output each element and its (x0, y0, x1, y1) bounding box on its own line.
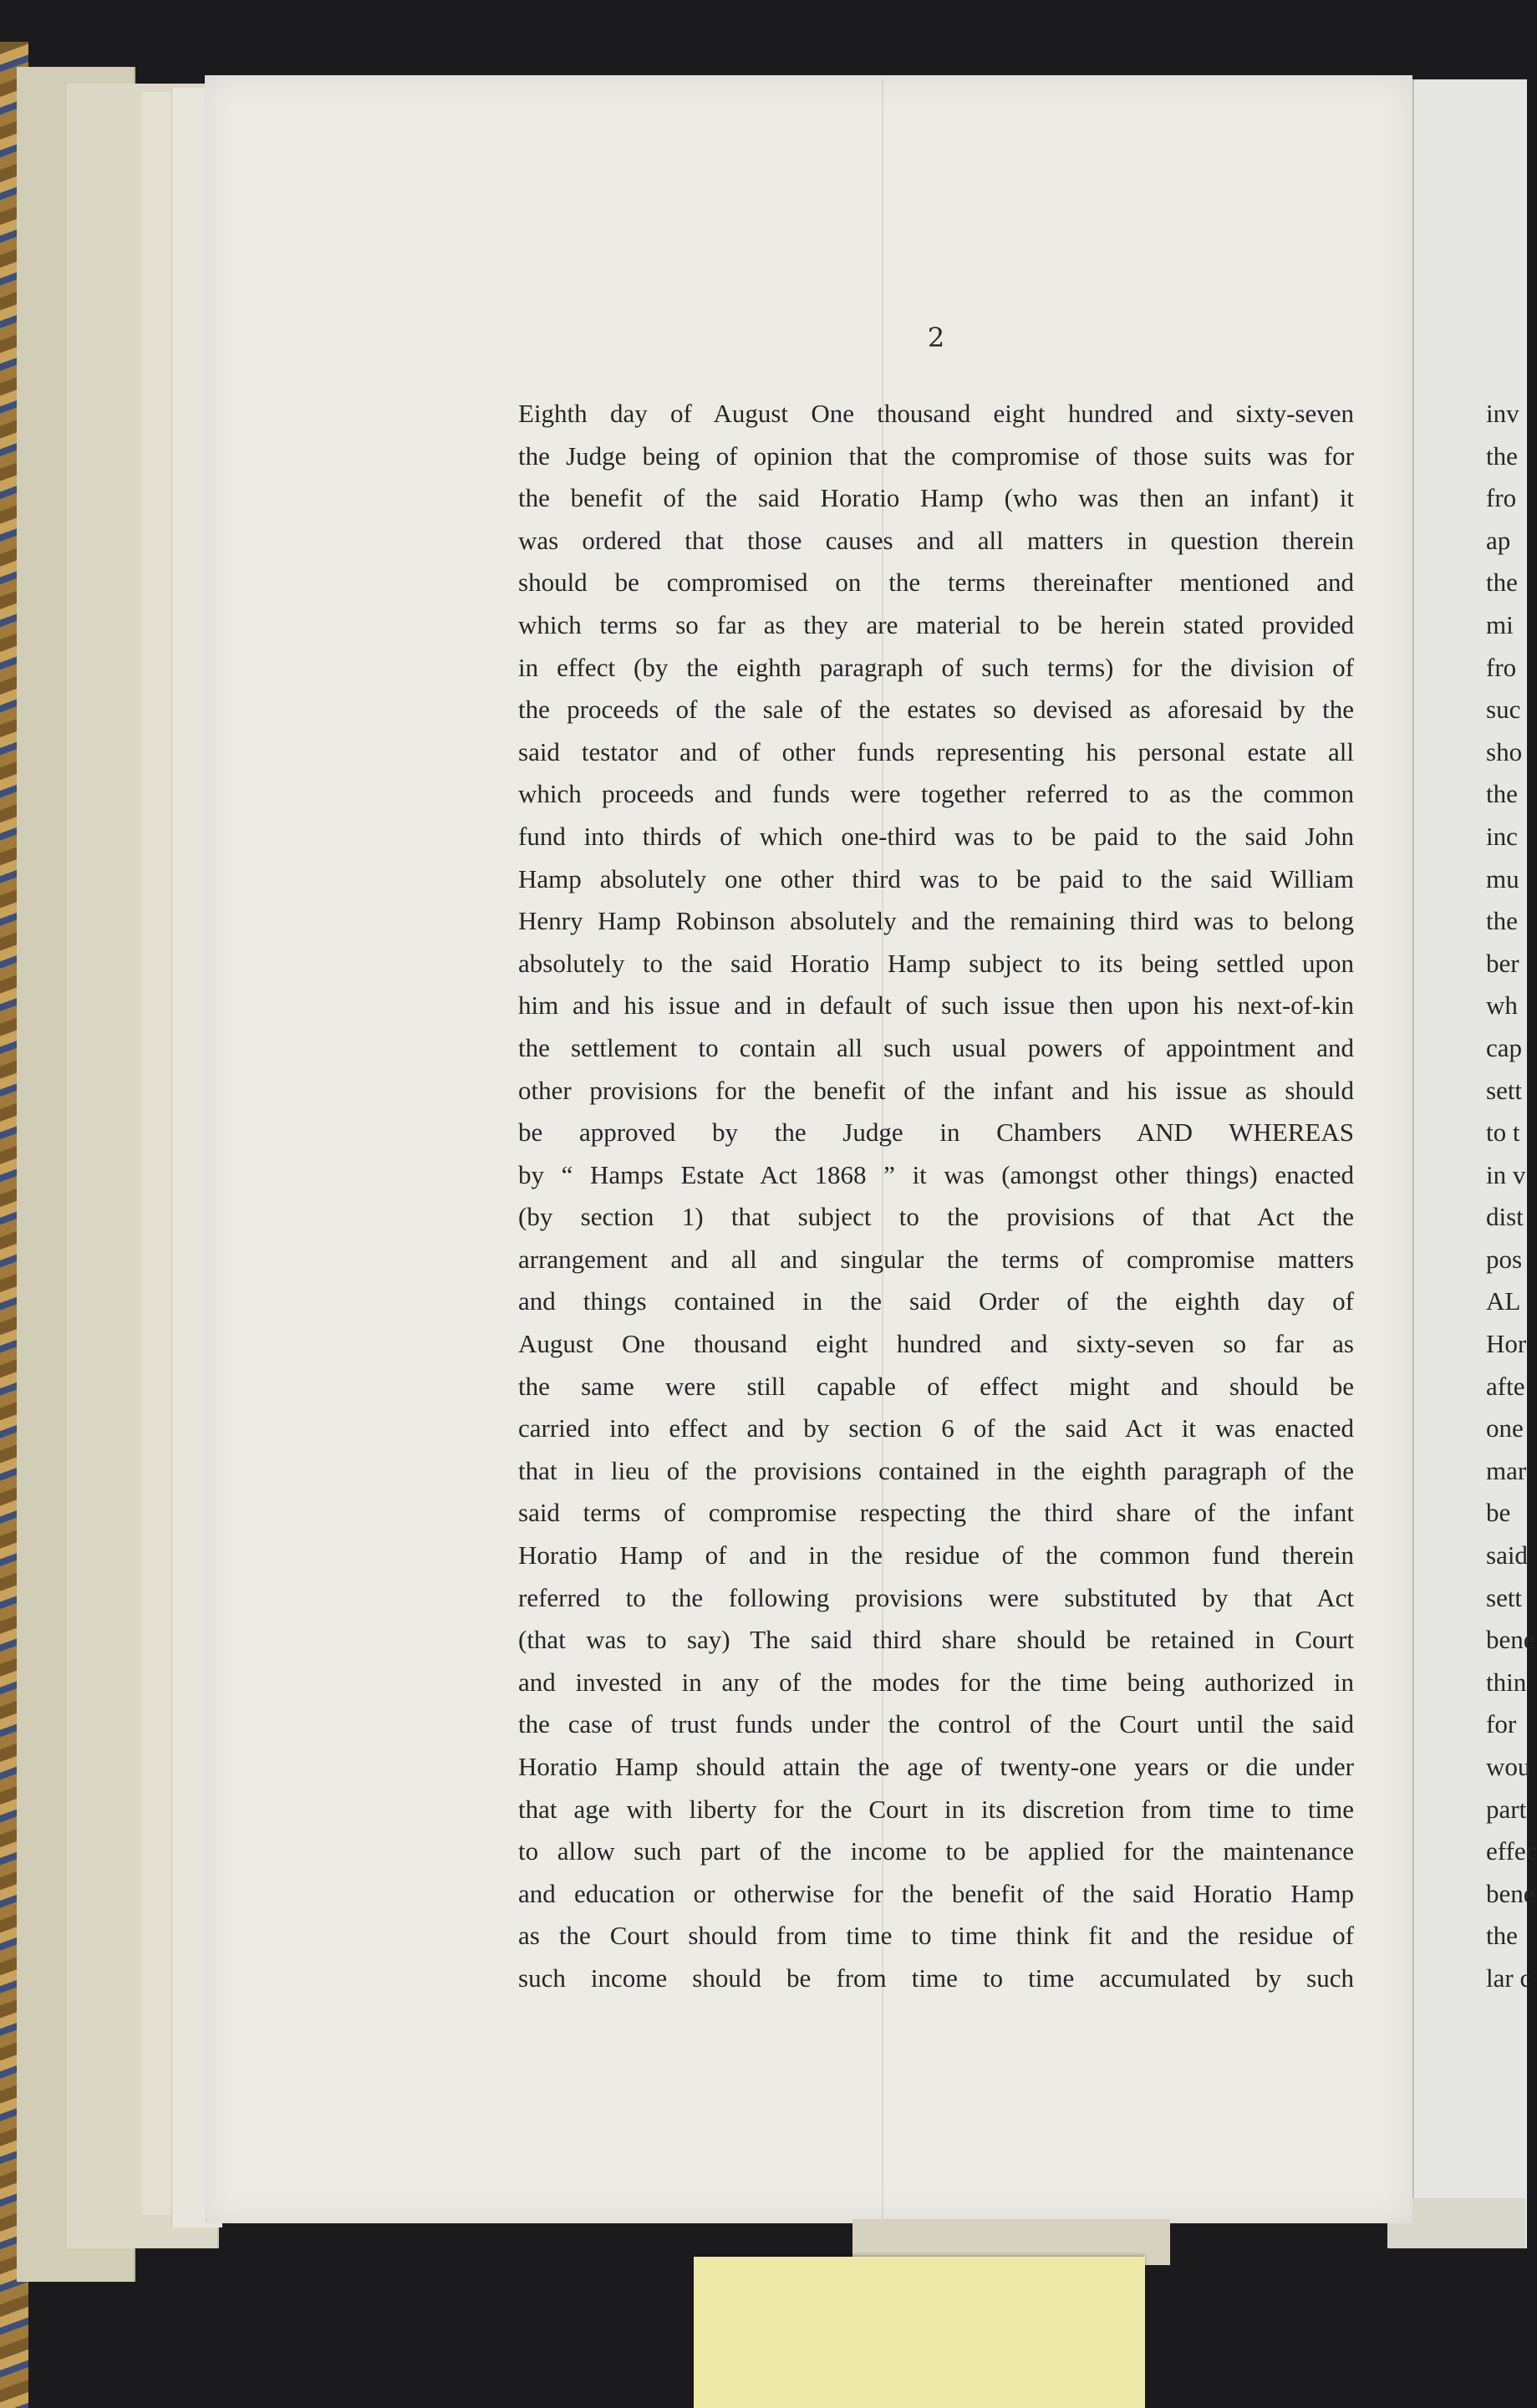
text-line: other provisions for the benefit of the infant and his issue as should (518, 1075, 1354, 1105)
text-line: said terms of compromise respecting the third share of the infant (518, 1498, 1354, 1528)
text-line: absolutely to the said Horatio Hamp subject to its being settled upon (518, 948, 1354, 978)
facing-text-fragment: lar c (1486, 1963, 1532, 1993)
text-line: the settlement to contain all such usual powers of appointment and (518, 1032, 1354, 1062)
facing-text-fragment: said (1486, 1540, 1528, 1571)
text-line: such income should be from time to time accumulated by such (518, 1963, 1354, 1993)
body-text (518, 393, 1354, 2000)
text-line: carried into effect and by section 6 of the said Act it was enacted (518, 1413, 1354, 1443)
text-line: was ordered that those causes and all matters in question therein (518, 525, 1354, 555)
facing-text-fragment: thin (1486, 1667, 1527, 1697)
facing-text-fragment: sett (1486, 1075, 1523, 1105)
facing-text-fragment: the (1486, 568, 1518, 598)
text-line: the proceeds of the sale of the estates so devised as aforesaid by the (518, 695, 1354, 725)
facing-text-fragment: suc (1486, 695, 1521, 725)
facing-text-fragment: wh (1486, 990, 1518, 1021)
facing-text-fragment: for (1486, 1709, 1517, 1739)
facing-text-fragment: afte (1486, 1371, 1525, 1401)
text-line: and invested in any of the modes for the time being authorized in (518, 1667, 1354, 1697)
facing-text-fragment: inc (1486, 821, 1518, 851)
text-line: the Judge being of opinion that the compromise of those suits was for (518, 440, 1354, 471)
facing-text-fragment: sett (1486, 1582, 1523, 1612)
text-line: which proceeds and funds were together referred to as the common (518, 779, 1354, 809)
text-line: by “ Hamps Estate Act 1868 ” it was (amongst other things) enacted (518, 1159, 1354, 1189)
facing-text-fragment: ber (1486, 948, 1519, 978)
page-number: 2 (927, 322, 945, 354)
text-line: and things contained in the said Order of the eighth day of (518, 1286, 1354, 1316)
facing-text-fragment: mi (1486, 609, 1514, 639)
text-line: the case of trust funds under the control of the Court until the said (518, 1709, 1354, 1739)
text-line: should be compromised on the terms thereinafter mentioned and (518, 568, 1354, 598)
text-line: fund into thirds of which one-third was to be paid to the said John (518, 821, 1354, 851)
facing-text-fragment: mar (1486, 1455, 1527, 1485)
facing-text-fragment: dist (1486, 1202, 1524, 1232)
facing-text-fragment: cap (1486, 1032, 1523, 1062)
facing-text-fragment: bene (1486, 1625, 1535, 1655)
text-line: (that was to say) The said third share should be retained in Court (518, 1625, 1354, 1655)
text-line: to allow such part of the income to be applied for the maintenance (518, 1836, 1354, 1866)
facing-text-fragment: the (1486, 440, 1518, 471)
facing-text-fragment: pos (1486, 1244, 1523, 1274)
facing-page-text (1486, 393, 1537, 2000)
text-line: Eighth day of August One thousand eight hundred and sixty-seven (518, 399, 1354, 428)
facing-text-fragment: AL (1486, 1286, 1521, 1316)
text-line: referred to the following provisions were substituted by that Act (518, 1582, 1354, 1612)
facing-text-fragment: ap (1486, 525, 1511, 555)
facing-text-fragment: Hor (1486, 1329, 1527, 1359)
facing-text-fragment: be (1486, 1498, 1511, 1528)
text-line: as the Court should from time to time think fit and the residue of (518, 1921, 1354, 1951)
facing-text-fragment: one (1486, 1413, 1524, 1443)
text-line: the benefit of the said Horatio Hamp (who was then an infant) it (518, 483, 1354, 513)
text-line: in effect (by the eighth paragraph of such terms) for the division of (518, 652, 1354, 682)
text-line: be approved by the Judge in Chambers AND WHEREAS (518, 1117, 1354, 1148)
text-line: the same were still capable of effect might and should be (518, 1371, 1354, 1401)
facing-text-fragment: bene (1486, 1878, 1535, 1908)
facing-text-fragment: fro (1486, 652, 1517, 682)
text-line: that age with liberty for the Court in its discretion from time to time (518, 1794, 1354, 1824)
text-line: (by section 1) that subject to the provisions of that Act the (518, 1202, 1354, 1232)
facing-text-fragment: the (1486, 906, 1518, 936)
text-line: Henry Hamp Robinson absolutely and the remaining third was to belong (518, 906, 1354, 936)
facing-text-fragment: the (1486, 1921, 1518, 1951)
text-line: Horatio Hamp of and in the residue of the common fund therein (518, 1540, 1354, 1571)
text-line: Horatio Hamp should attain the age of twenty-one years or die under (518, 1752, 1354, 1781)
text-line: which terms so far as they are material to be herein stated provided (518, 609, 1354, 639)
facing-text-fragment: part (1486, 1794, 1527, 1824)
text-line: Hamp absolutely one other third was to be paid to the said William (518, 863, 1354, 893)
facing-text-fragment: sho (1486, 736, 1523, 766)
facing-text-fragment: in v (1486, 1159, 1526, 1189)
text-line: that in lieu of the provisions contained in the eighth paragraph of the (518, 1455, 1354, 1485)
text-line: him and his issue and in default of such issue then upon his next-of-kin (518, 990, 1354, 1021)
text-line: arrangement and all and singular the terms of compromise matters (518, 1244, 1354, 1274)
facing-text-fragment: inv (1486, 399, 1519, 428)
facing-text-fragment: effec (1486, 1836, 1537, 1866)
facing-text-fragment: the (1486, 779, 1518, 809)
text-line: and education or otherwise for the benefit of the said Horatio Hamp (518, 1878, 1354, 1908)
text-line: August One thousand eight hundred and sixty-seven so far as (518, 1329, 1354, 1359)
facing-text-fragment: mu (1486, 863, 1519, 893)
facing-text-fragment: to t (1486, 1117, 1520, 1148)
text-line: said testator and of other funds representing his personal estate all (518, 736, 1354, 766)
facing-text-fragment: wou (1486, 1752, 1531, 1781)
facing-text-fragment: fro (1486, 483, 1517, 513)
sticky-note (694, 2257, 1145, 2408)
